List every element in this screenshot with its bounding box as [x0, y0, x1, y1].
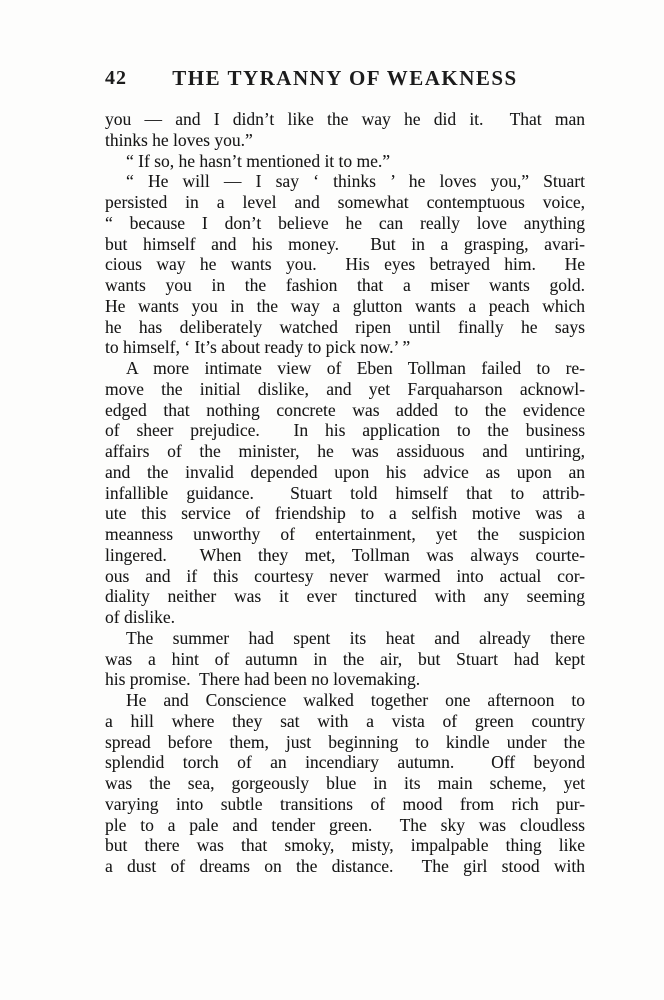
text-line: and the invalid depended upon his advice as upon an — [105, 461, 585, 482]
text-line: to himself, ‘ It’s about ready to pick now.’ ” — [105, 337, 411, 358]
text-line: ous and if this courtesy never warmed into actual cor- — [105, 565, 585, 586]
paragraph — [105, 151, 585, 172]
text-line: splendid torch of an incendiary autumn. Off beyond — [105, 752, 585, 773]
page-number: 42 — [105, 67, 127, 89]
text-line: he has deliberately watched ripen until finally he says — [105, 316, 585, 337]
text-line: his promise. There had been no lovemaking. — [105, 669, 421, 690]
text-line: but there was that smoky, misty, impalpable thing like — [105, 835, 585, 856]
text-line: “ He will — I say ‘ thinks ’ he loves you,” Stuart — [126, 171, 585, 192]
text-line: He wants you in the way a glutton wants a peach which — [105, 295, 585, 316]
text-line: cious way he wants you. His eyes betrayed him. He — [105, 254, 585, 275]
text-line: ple to a pale and tender green. The sky was cloudless — [105, 814, 585, 835]
text-line: was a hint of autumn in the air, but Stuart had kept — [105, 648, 585, 669]
paragraph — [105, 628, 585, 690]
page-header — [105, 66, 585, 94]
text-line: wants you in the fashion that a miser wants gold. — [105, 275, 585, 295]
paragraph — [105, 358, 585, 628]
text-line: affairs of the minister, he was assiduous and untiring, — [105, 441, 585, 461]
text-line: lingered. When they met, Tollman was always courte- — [105, 544, 585, 565]
text-line: of sheer prejudice. In his application to the business — [105, 420, 585, 441]
text-line: A more intimate view of Eben Tollman failed to re- — [126, 358, 585, 378]
paragraph — [105, 171, 585, 358]
text-line: “ because I don’t believe he can really love anything — [105, 212, 585, 233]
paragraph — [105, 109, 585, 151]
text-line: you — and I didn’t like the way he did it. That man — [105, 109, 585, 129]
text-block — [105, 109, 585, 877]
text-line: a hill where they sat with a vista of green country — [105, 710, 585, 731]
text-line: ute this service of friendship to a selfish motive was a — [105, 503, 585, 524]
text-line: move the initial dislike, and yet Farquaharson acknowl- — [105, 378, 585, 399]
text-line: infallible guidance. Stuart told himself that to attrib- — [105, 482, 585, 503]
text-line: meanness unworthy of entertainment, yet the suspicion — [105, 524, 585, 544]
text-line: but himself and his money. But in a grasping, avari- — [105, 233, 585, 254]
text-line: was the sea, gorgeously blue in its main scheme, yet — [105, 773, 585, 793]
running-title: THE TYRANNY OF WEAKNESS — [172, 66, 518, 90]
text-line: of dislike. — [105, 607, 175, 627]
text-line: edged that nothing concrete was added to the evidence — [105, 399, 585, 420]
text-line: The summer had spent its heat and already there — [126, 627, 585, 648]
text-line: thinks he loves you.” — [105, 129, 253, 150]
text-line: “ If so, he hasn’t mentioned it to me.” — [126, 150, 391, 171]
text-line: persisted in a level and somewhat contemptuous voice, — [105, 192, 585, 212]
text-line: spread before them, just beginning to kindle under the — [105, 731, 585, 752]
paragraph — [105, 690, 585, 877]
text-line: varying into subtle transitions of mood from rich pur- — [105, 793, 585, 814]
text-line: a dust of dreams on the distance. The girl stood with — [105, 856, 585, 876]
text-line: He and Conscience walked together one afternoon to — [126, 690, 585, 710]
text-line: diality neither was it ever tinctured with any seeming — [105, 586, 585, 607]
